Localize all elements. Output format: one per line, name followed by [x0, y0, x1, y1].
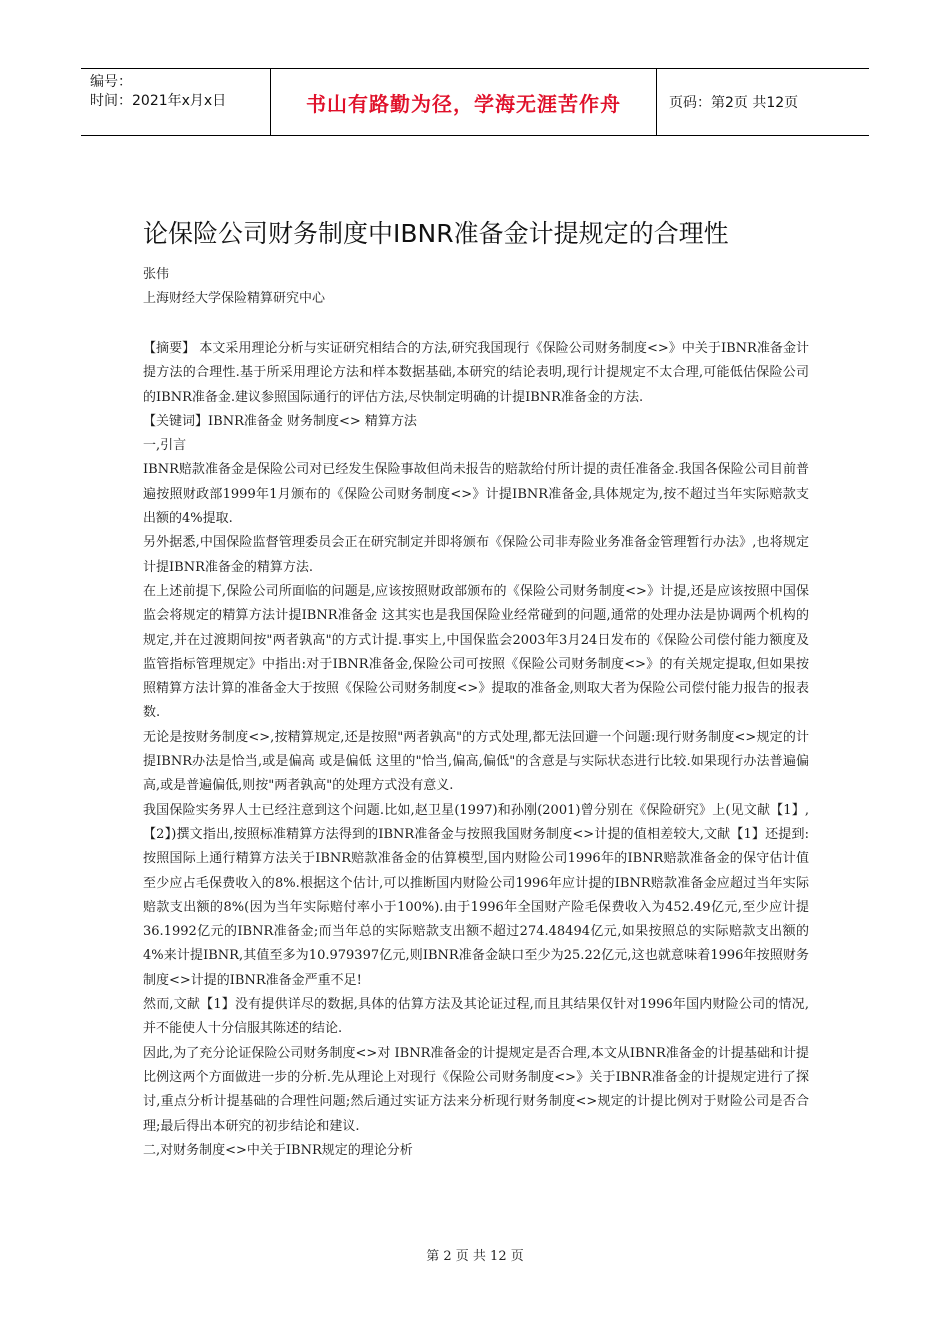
article-author: 张伟	[143, 267, 170, 282]
document-time-label: 时间：2021年x月x日	[90, 93, 227, 109]
body-paragraph: 然而,文献【1】没有提供详尽的数据,具体的估算方法及其论证过程,而且其结果仅针对1996年国内财险公司的情况,并不能使人十分信服其陈述的结论.	[143, 997, 809, 1037]
header-motto: 书山有路勤为径，学海无涯苦作舟	[271, 69, 657, 135]
section-heading-analysis: 二,对财务制度<>中关于IBNR规定的理论分析	[143, 1142, 413, 1158]
body-paragraph: 另外据悉,中国保险监督管理委员会正在研究制定并即将颁布《保险公司非寿险业务准备金管理暂行办法》,也将规定计提IBNR准备金的精算方法.	[143, 535, 809, 575]
body-paragraph: 在上述前提下,保险公司所面临的问题是,应该按照财政部颁布的《保险公司财务制度<>》计提,还是应该按照中国保监会将规定的精算方法计提IBNR准备金 这其实也是我国保险业经常碰到的问题,通常的处理办法是协调两个机构的规定,并在过渡期间按"两者孰高"的方式计提.事实上,中国保监会2003年3月24日发布的《保险公司偿付能力额度及监管指标管理规定》中指出:对于IBNR准备金,保险公司可按照《保险公司财务制度<>》的有关规定提取,但如果按照精算方法计算的准备金大于按照《保险公司财务制度<>》提取的准备金,则取大者为保险公司偿付能力报告的报表数.	[143, 583, 809, 721]
header-page-info: 页码：第2页 共12页	[669, 95, 799, 111]
article-body	[143, 337, 809, 1163]
body-paragraph: IBNR赔款准备金是保险公司对已经发生保险事故但尚未报告的赔款给付所计提的责任准备金.我国各保险公司目前普遍按照财政部1999年1月颁布的《保险公司财务制度<>》计提IBNR准备金,具体规定为,按不超过当年实际赔款支出额的4%提取.	[143, 462, 809, 527]
page-header	[81, 68, 869, 136]
header-meta	[81, 69, 271, 135]
body-paragraph: 无论是按财务制度<>,按精算规定,还是按照"两者孰高"的方式处理,都无法回避一个问题:现行财务制度<>规定的计提IBNR办法是恰当,或是偏高 或是偏低 这里的"恰当,偏高,偏低"的含意是与实际状态进行比较.如果现行办法普遍偏高,或是普遍偏低,则按"两者孰高"的处理方式没有意义.	[143, 729, 809, 794]
keywords-paragraph: 【关键词】IBNR准备金 财务制度<> 精算方法	[143, 413, 417, 429]
abstract-paragraph: 【摘要】 本文采用理论分析与实证研究相结合的方法,研究我国现行《保险公司财务制度<>》中关于IBNR准备金计提方法的合理性.基于所采用理论方法和样本数据基础,本研究的结论表明,现行计提规定不太合理,可能低估保险公司的IBNR准备金.建议参照国际通行的评估方法,尽快制定明确的计提IBNR准备金的方法.	[143, 341, 809, 405]
section-heading-introduction: 一,引言	[143, 438, 187, 454]
page-footer: 第 2 页 共 12 页	[426, 1249, 524, 1264]
article-title: 论保险公司财务制度中IBNR准备金计提规定的合理性	[143, 219, 729, 248]
body-paragraph: 因此,为了充分论证保险公司财务制度<>对 IBNR准备金的计提规定是否合理,本文从IBNR准备金的计提基础和计提比例这两个方面做进一步的分析.先从理论上对现行《保险公司财务制度<>》关于IBNR准备金的计提规定进行了探讨,重点分析计提基础的合理性问题;然后通过实证方法来分析现行财务制度<>规定的计提比例对于财险公司是否合理;最后得出本研究的初步结论和建议.	[143, 1045, 809, 1134]
body-paragraph: 我国保险实务界人士已经注意到这个问题.比如,赵卫星(1997)和孙刚(2001)曾分别在《保险研究》上(见文献【1】,【2】)撰文指出,按照标准精算方法得到的IBNR准备金与按照我国财务制度<>计提的值相差较大,文献【1】还提到:按照国际上通行精算方法关于IBNR赔款准备金的估算模型,国内财险公司1996年的IBNR赔款准备金的保守估计值至少应占毛保费收入的8%.根据这个估计,可以推断国内财险公司1996年应计提的IBNR赔款准备金应超过当年实际赔款支出额的8%(因为当年实际赔付率小于100%).由于1996年全国财产险毛保费收入为452.49亿元,至少应计提36.1992亿元的IBNR准备金;而当年总的实际赔款支出额不超过274.48494亿元,如果按照总的实际赔款支出额的4%来计提IBNR,其值至多为10.979397亿元,则IBNR准备金缺口至少为25.22亿元,这也就意味着1996年按照财务制度<>计提的IBNR准备金严重不足!	[143, 802, 809, 988]
article-affiliation: 上海财经大学保险精算研究中心	[143, 291, 326, 306]
document-number-label: 编号：	[90, 74, 132, 90]
